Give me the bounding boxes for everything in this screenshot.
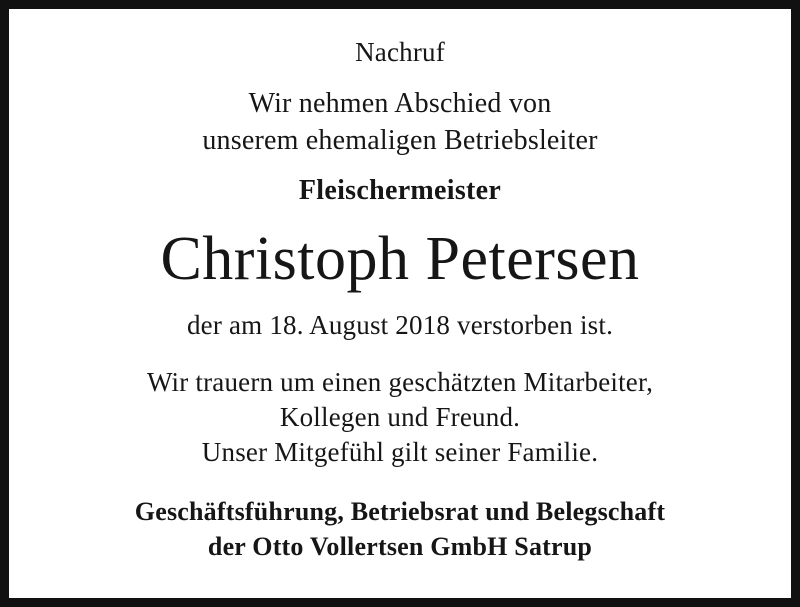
notice-type-label: Nachruf xyxy=(355,37,445,67)
signatory-line-2: der Otto Vollertsen GmbH Satrup xyxy=(207,532,593,561)
deceased-name: Christoph Petersen xyxy=(160,225,640,293)
profession-title: Fleischermeister xyxy=(298,175,502,206)
mourning-text-line-1: Wir trauern um einen geschätzten Mitarbeiter, xyxy=(146,367,654,397)
farewell-text-line-2: unserem ehemaligen Betriebsleiter xyxy=(202,125,598,156)
obituary-notice xyxy=(9,9,791,598)
mourning-text-line-3: Unser Mitgefühl gilt seiner Familie. xyxy=(201,437,599,467)
mourning-text-line-2: Kollegen und Freund. xyxy=(279,402,521,432)
farewell-text-line-1: Wir nehmen Abschied von xyxy=(248,88,552,119)
death-date-text: der am 18. August 2018 verstorben ist. xyxy=(186,310,614,340)
signatory-line-1: Geschäftsführung, Betriebsrat und Belegschaft xyxy=(134,497,666,526)
